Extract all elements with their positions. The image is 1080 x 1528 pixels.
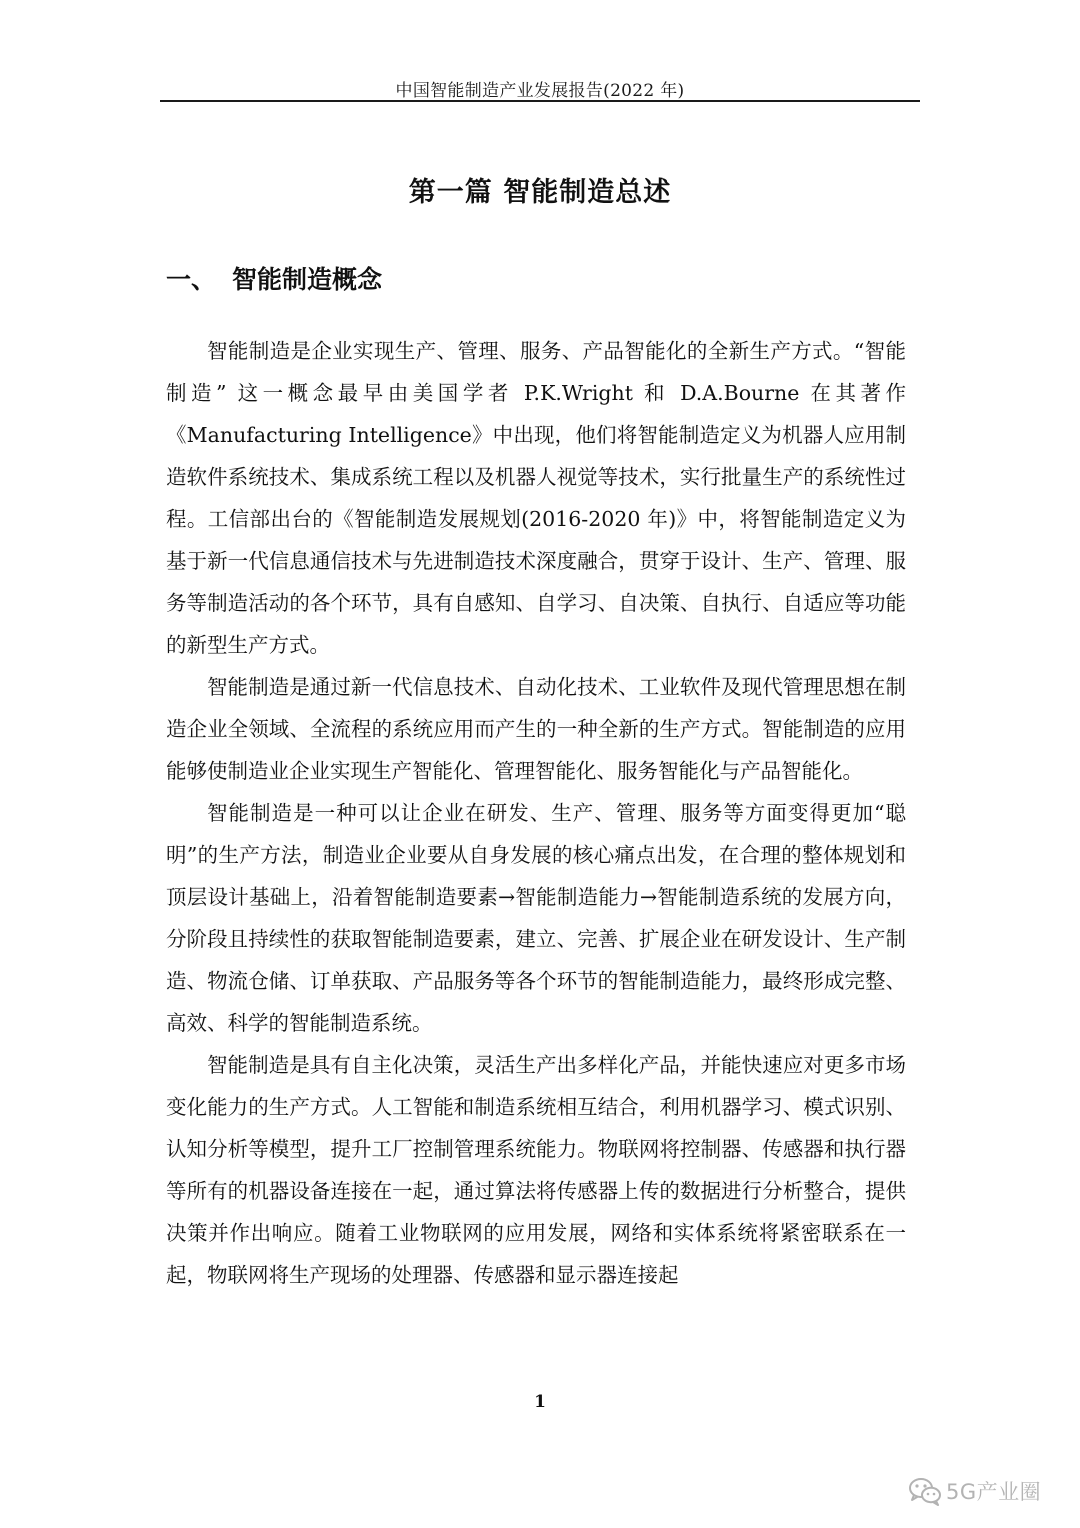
paragraph: 智能制造是企业实现生产、管理、服务、产品智能化的全新生产方式。“智能制造” 这一概念最早由美国学者 P.K.Wright 和 D.A.Bourne 在其著作《Manufacturing Intelligence》中出现，他们将智能制造定义为机器人应用制造软件系统技术、集成系统工程以及机器人视觉等技术，实行批量生产的系统性过程。工信部出台的《智能制造发展规划(2016-2020 年)》中，将智能制造定义为基于新一代信息通信技术与先进制造技术深度融合，贯穿于设计、生产、管理、服务等制造活动的各个环节，具有自感知、自学习、自决策、自执行、自适应等功能的新型生产方式。 xyxy=(166,339,906,657)
paragraph: 智能制造是一种可以让企业在研发、生产、管理、服务等方面变得更加“聪明”的生产方法，制造业企业要从自身发展的核心痛点出发，在合理的整体规划和顶层设计基础上，沿着智能制造要素→智能制造能力→智能制造系统的发展方向，分阶段且持续性的获取智能制造要素，建立、完善、扩展企业在研发设计、生产制造、物流仓储、订单获取、产品服务等各个环节的智能制造能力，最终形成完整、高效、科学的智能制造系统。 xyxy=(166,801,906,1035)
part-title: 第一篇 智能制造总述 xyxy=(408,177,672,208)
running-header: 中国智能制造产业发展报告(2022 年) xyxy=(395,81,685,101)
section-title: 智能制造概念 xyxy=(232,265,383,294)
watermark xyxy=(908,1474,1041,1508)
page-number: 1 xyxy=(534,1392,546,1412)
header-divider xyxy=(160,100,920,102)
wechat-icon xyxy=(908,1476,942,1506)
body-text xyxy=(166,330,906,1296)
section-number: 一、 xyxy=(166,265,217,294)
paragraph: 智能制造是具有自主化决策，灵活生产出多样化产品，并能快速应对更多市场变化能力的生产方式。人工智能和制造系统相互结合，利用机器学习、模式识别、认知分析等模型，提升工厂控制管理系统能力。物联网将控制器、传感器和执行器等所有的机器设备连接在一起，通过算法将传感器上传的数据进行分析整合，提供决策并作出响应。随着工业物联网的应用发展，网络和实体系统将紧密联系在一起，物联网将生产现场的处理器、传感器和显示器连接起 xyxy=(166,1053,906,1287)
paragraph: 智能制造是通过新一代信息技术、自动化技术、工业软件及现代管理思想在制造企业全领域、全流程的系统应用而产生的一种全新的生产方式。智能制造的应用能够使制造业企业实现生产智能化、管理智能化、服务智能化与产品智能化。 xyxy=(166,675,906,783)
watermark-text: 5G产业圈 xyxy=(946,1480,1042,1504)
section-heading xyxy=(166,260,382,296)
